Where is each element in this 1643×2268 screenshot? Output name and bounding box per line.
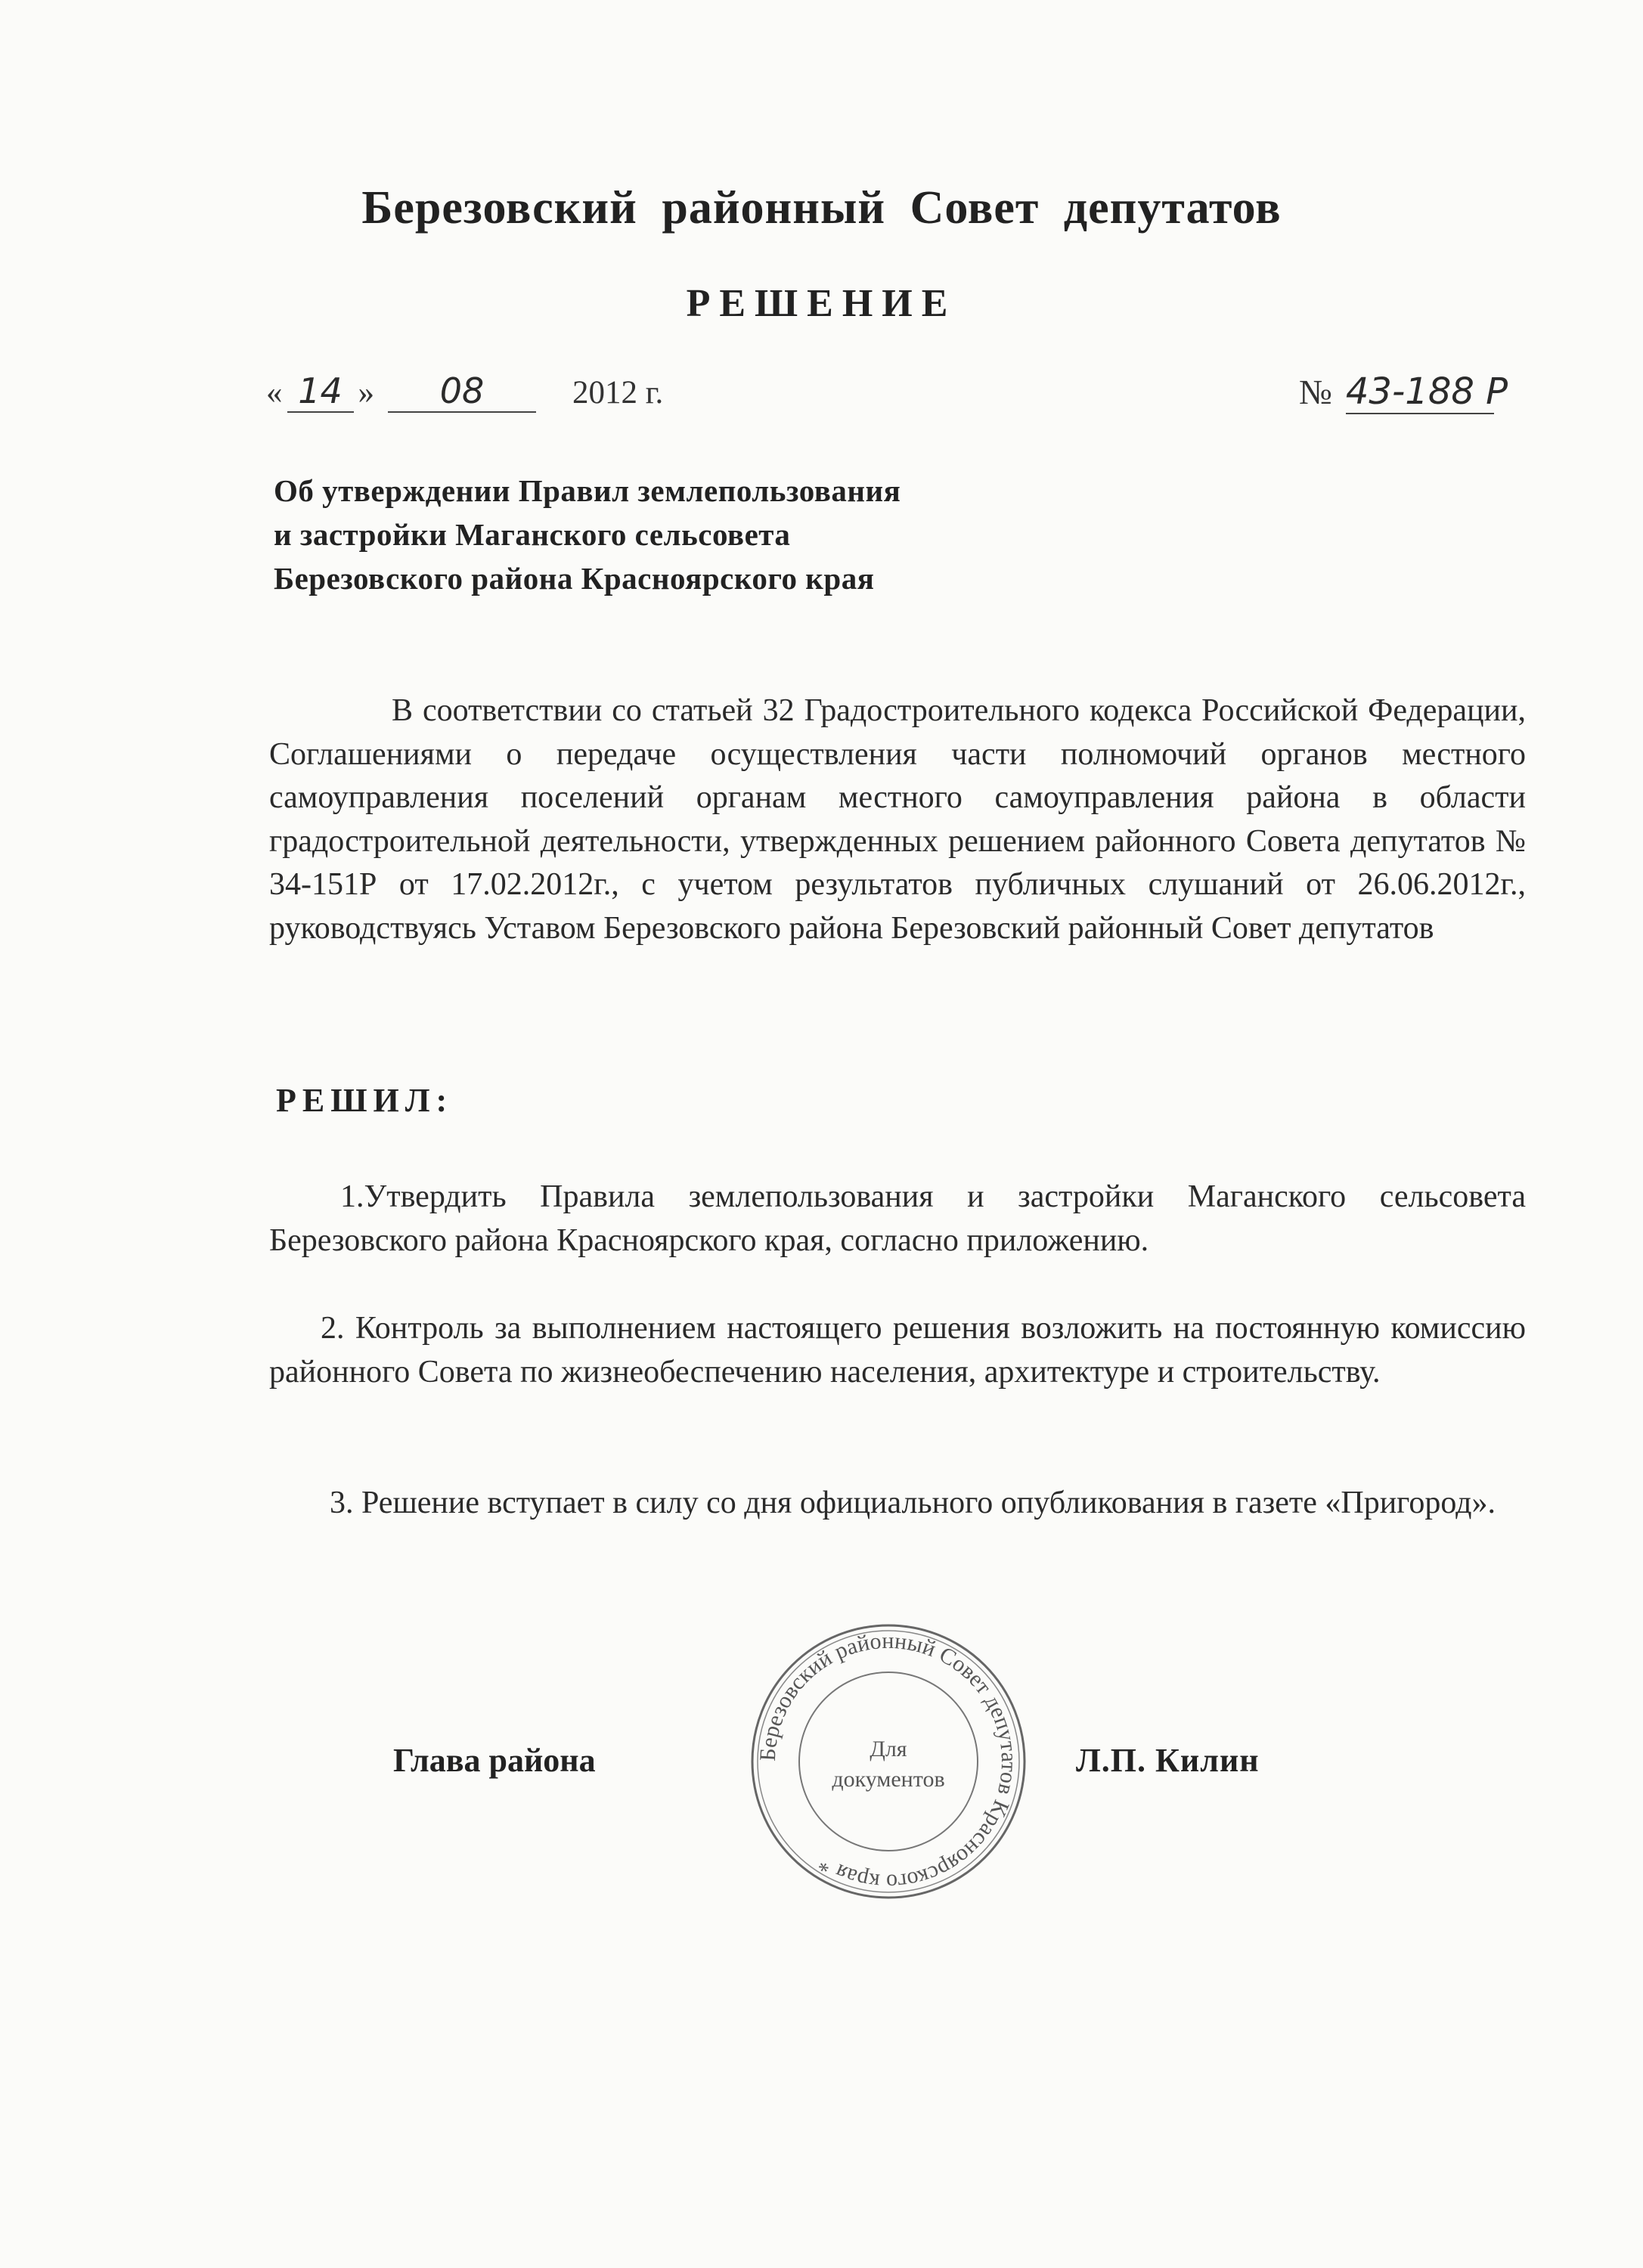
date-day: 14 [287,370,354,413]
item-2-paragraph: 2. Контроль за выполнением настоящего решения возложить на постоянную комиссию районного Совета по жизнеобеспечению населения, архитектуре и строительству. [269,1311,1526,1390]
subject-line-1: Об утверждении Правил землепользования [274,473,901,508]
seal-center-line-2: документов [832,1767,945,1792]
date-month: 08 [388,370,536,413]
official-seal [749,1622,1028,1901]
number-value: 43-188 Р [1345,370,1508,413]
seal-outer-ring [752,1625,1025,1898]
date-year: 2012 г. [572,375,664,411]
seal-inner-ring [799,1672,978,1851]
seal-ring-text: Березовский районный Совет депутатов Красноярского края * [755,1628,1022,1895]
decided-heading: РЕШИЛ: [276,1082,454,1119]
council-name: Березовский районный Совет депутатов [361,182,1282,234]
decision-date [266,370,663,413]
seal-center-line-1: Для [870,1737,907,1761]
item-1-paragraph: 1.Утвердить Правила землепользования и застройки Маганского сельсовета Березовского района Красноярского края, согласно приложению. [269,1179,1526,1258]
decision-number [1299,370,1508,414]
preamble-paragraph: В соответствии со статьей 32 Градостроительного кодекса Российской Федерации, Соглашениями о передаче осуществления части полномочий органов местного самоуправления поселений органам местного самоуправления района в области градостроительной деятельности, утвержденных решением районного Совета депутатов № 34-151Р от 17.02.2012г., с учетом результатов публичных слушаний от 26.06.2012г., руководствуясь Уставом Березовского района Березовский районный Совет депутатов [269,693,1526,946]
document-title: РЕШЕНИЕ [686,282,957,325]
subject-line-2: и застройки Маганского сельсовета [274,517,791,552]
item-3-paragraph: 3. Решение вступает в силу со дня официального опубликования в газете «Пригород». [330,1486,1496,1520]
signatory-name: Л.П. Килин [1076,1742,1260,1779]
subject-line-3: Березовского района Красноярского края [274,561,875,596]
signatory-title: Глава района [393,1742,596,1779]
date-quote-open: « [266,375,283,411]
decision-subject [274,469,1181,600]
number-sign: № [1299,373,1332,411]
date-quote-close: » [358,375,374,411]
